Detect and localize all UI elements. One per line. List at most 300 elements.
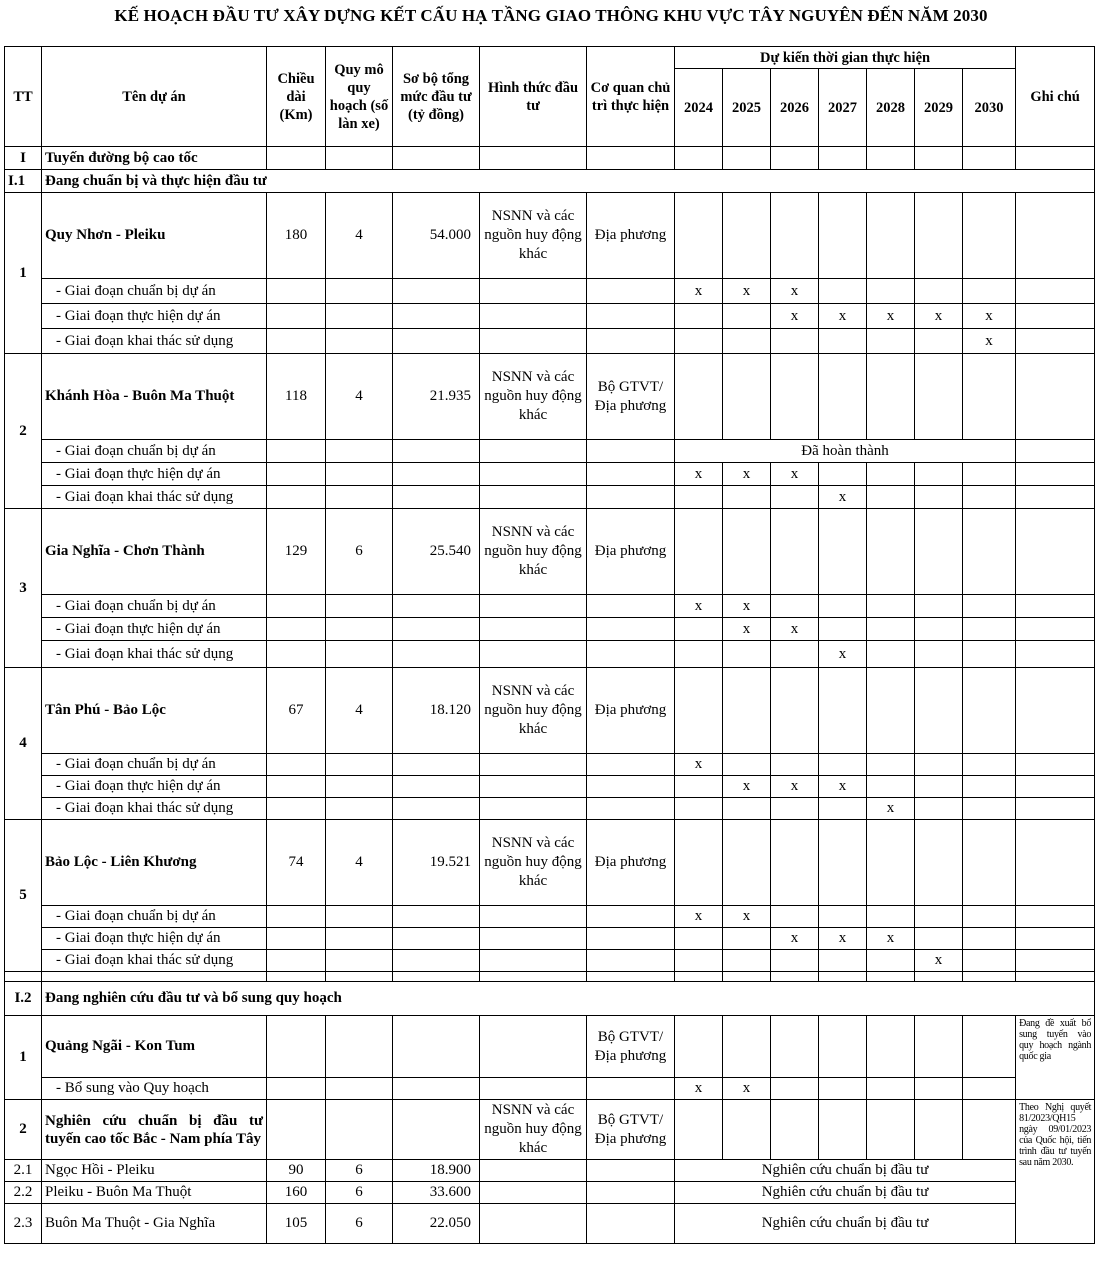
page-title: KẾ HOẠCH ĐẦU TƯ XÂY DỰNG KẾT CẤU HẠ TẦNG GIAO THÔNG KHU VỰC TÂY NGUYÊN ĐẾN NĂM 2030 [114, 6, 988, 25]
empty-cell [326, 440, 393, 463]
project-funding: NSNN và các nguồn huy động khác [480, 354, 587, 440]
year-mark-cell: x [915, 304, 963, 329]
project-length: 160 [267, 1182, 326, 1204]
empty-cell [675, 1016, 723, 1078]
table-row [5, 1204, 1095, 1244]
phase-label: - Giai đoạn khai thác sử dụng [42, 641, 267, 668]
project-number: 1 [5, 1016, 42, 1100]
phase-label: - Giai đoạn chuẩn bị dự án [42, 754, 267, 776]
empty-cell [587, 906, 675, 928]
table-row [5, 440, 1095, 463]
empty-cell [963, 354, 1016, 440]
empty-cell [723, 1016, 771, 1078]
empty-cell [1016, 754, 1095, 776]
project-lanes: 6 [326, 509, 393, 595]
header-year: 2028 [867, 69, 915, 147]
empty-cell [867, 972, 915, 982]
empty-cell [1016, 618, 1095, 641]
project-cost: 33.600 [393, 1182, 480, 1204]
year-mark-cell [915, 279, 963, 304]
phase-label: - Giai đoạn chuẩn bị dự án [42, 595, 267, 618]
empty-cell [915, 147, 963, 170]
year-mark-cell: x [675, 595, 723, 618]
empty-cell [1016, 354, 1095, 440]
empty-cell [587, 928, 675, 950]
table-row [5, 509, 1095, 595]
table-row [5, 668, 1095, 754]
empty-cell [480, 304, 587, 329]
table-row [5, 193, 1095, 279]
empty-cell [963, 147, 1016, 170]
project-cost: 54.000 [393, 193, 480, 279]
project-cost: 18.900 [393, 1160, 480, 1182]
year-mark-cell: x [867, 304, 915, 329]
empty-cell [587, 440, 675, 463]
project-length: 105 [267, 1204, 326, 1244]
empty-cell [723, 509, 771, 595]
phase-label: - Giai đoạn thực hiện dự án [42, 776, 267, 798]
year-mark-cell [915, 928, 963, 950]
empty-cell [326, 776, 393, 798]
empty-cell [771, 1100, 819, 1160]
empty-cell [326, 486, 393, 509]
year-mark-cell [915, 463, 963, 486]
empty-cell [1016, 950, 1095, 972]
table-row [5, 304, 1095, 329]
project-agency: Bộ GTVT/Địa phương [587, 354, 675, 440]
table-row [5, 170, 1095, 193]
project-name: Gia Nghĩa - Chơn Thành [42, 509, 267, 595]
empty-cell [819, 147, 867, 170]
empty-cell [393, 906, 480, 928]
project-lanes: 4 [326, 193, 393, 279]
empty-cell [326, 1078, 393, 1100]
empty-cell [819, 509, 867, 595]
empty-cell [867, 820, 915, 906]
empty-cell [393, 618, 480, 641]
empty-cell [326, 147, 393, 170]
year-mark-cell [771, 329, 819, 354]
empty-cell [326, 754, 393, 776]
empty-cell [915, 354, 963, 440]
year-mark-cell: x [963, 304, 1016, 329]
year-mark-cell: x [867, 798, 915, 820]
year-mark-cell: x [675, 1078, 723, 1100]
project-cost: 18.120 [393, 668, 480, 754]
year-mark-cell [963, 1078, 1016, 1100]
header-agency: Cơ quan chủ trì thực hiện [587, 47, 675, 147]
empty-cell [963, 509, 1016, 595]
header-year: 2025 [723, 69, 771, 147]
empty-cell [723, 354, 771, 440]
project-length: 180 [267, 193, 326, 279]
note-text: Theo Nghị quyết 81/2023/QH15 ngày 09/01/2023 của Quốc hội, tiến trình đầu tư tuyến sau năm 2030. [1016, 1100, 1095, 1244]
year-mark-cell: x [963, 329, 1016, 354]
table-row [5, 1016, 1095, 1078]
phase-label: - Giai đoạn thực hiện dự án [42, 463, 267, 486]
project-cost: 19.521 [393, 820, 480, 906]
empty-cell [267, 1016, 326, 1078]
project-name: Bảo Lộc - Liên Khương [42, 820, 267, 906]
empty-cell [675, 820, 723, 906]
year-mark-cell [771, 754, 819, 776]
year-mark-cell: x [723, 595, 771, 618]
empty-cell [393, 486, 480, 509]
empty-cell [393, 595, 480, 618]
empty-cell [267, 972, 326, 982]
year-mark-cell [819, 1078, 867, 1100]
year-mark-cell [963, 798, 1016, 820]
subproject-number: 2.1 [5, 1160, 42, 1182]
empty-cell [587, 1182, 675, 1204]
project-cost: 25.540 [393, 509, 480, 595]
project-agency: Địa phương [587, 820, 675, 906]
project-cost: 21.935 [393, 354, 480, 440]
year-mark-cell [963, 595, 1016, 618]
project-agency: Địa phương [587, 668, 675, 754]
table-row [5, 463, 1095, 486]
project-name: Khánh Hòa - Buôn Ma Thuột [42, 354, 267, 440]
year-mark-cell [675, 304, 723, 329]
table-body [5, 147, 1095, 1244]
empty-cell [1016, 798, 1095, 820]
empty-cell [963, 668, 1016, 754]
project-lanes: 6 [326, 1160, 393, 1182]
empty-cell [1016, 486, 1095, 509]
section-name: Tuyến đường bộ cao tốc [42, 147, 267, 170]
empty-cell [480, 754, 587, 776]
empty-cell [819, 1016, 867, 1078]
year-mark-cell [771, 1078, 819, 1100]
year-mark-cell [819, 463, 867, 486]
year-mark-cell [675, 776, 723, 798]
project-agency: Bộ GTVT/Địa phương [587, 1016, 675, 1078]
empty-cell [267, 486, 326, 509]
table-row [5, 147, 1095, 170]
empty-cell [480, 486, 587, 509]
empty-cell [867, 1100, 915, 1160]
empty-cell [267, 1078, 326, 1100]
year-mark-cell: x [819, 486, 867, 509]
empty-cell [587, 754, 675, 776]
empty-cell [393, 279, 480, 304]
empty-cell [867, 193, 915, 279]
year-mark-cell [771, 798, 819, 820]
subproject-name: Pleiku - Buôn Ma Thuột [42, 1182, 267, 1204]
table-row [5, 928, 1095, 950]
empty-cell [393, 1100, 480, 1160]
project-name: Tân Phú - Bảo Lộc [42, 668, 267, 754]
table-row [5, 1078, 1095, 1100]
section-name: Đang chuẩn bị và thực hiện đầu tư [42, 170, 1095, 193]
empty-cell [587, 798, 675, 820]
investment-plan-table [4, 46, 1095, 1244]
header-year: 2029 [915, 69, 963, 147]
empty-cell [915, 668, 963, 754]
header-year: 2027 [819, 69, 867, 147]
year-mark-cell [771, 641, 819, 668]
empty-cell [267, 279, 326, 304]
note-text: Đang đề xuất bổ sung tuyến vào quy hoạch ngành quốc gia [1016, 1016, 1095, 1100]
project-funding: NSNN và các nguồn huy động khác [480, 509, 587, 595]
empty-cell [267, 618, 326, 641]
empty-cell [915, 972, 963, 982]
header-year: 2030 [963, 69, 1016, 147]
empty-cell [963, 193, 1016, 279]
phase-label: - Giai đoạn khai thác sử dụng [42, 486, 267, 509]
year-mark-cell: x [723, 776, 771, 798]
year-mark-cell [867, 595, 915, 618]
empty-cell [480, 1160, 587, 1182]
empty-cell [1016, 329, 1095, 354]
empty-cell [480, 641, 587, 668]
year-mark-cell [723, 928, 771, 950]
project-length: 129 [267, 509, 326, 595]
phase-label: - Giai đoạn thực hiện dự án [42, 928, 267, 950]
empty-cell [771, 147, 819, 170]
year-mark-cell [867, 950, 915, 972]
year-mark-cell [915, 618, 963, 641]
empty-cell [587, 147, 675, 170]
project-funding: NSNN và các nguồn huy động khác [480, 1100, 587, 1160]
table-row [5, 950, 1095, 972]
empty-cell [915, 1016, 963, 1078]
year-mark-cell [963, 754, 1016, 776]
empty-cell [723, 972, 771, 982]
header-lanes: Quy mô quy hoạch (số làn xe) [326, 47, 393, 147]
year-mark-cell [819, 798, 867, 820]
year-mark-cell: x [819, 304, 867, 329]
empty-cell [267, 463, 326, 486]
year-mark-cell [723, 304, 771, 329]
empty-cell [267, 928, 326, 950]
project-name: Quảng Ngãi - Kon Tum [42, 1016, 267, 1078]
project-cost: 22.050 [393, 1204, 480, 1244]
year-mark-cell [819, 618, 867, 641]
empty-cell [675, 354, 723, 440]
year-mark-cell: x [723, 279, 771, 304]
year-mark-cell [675, 798, 723, 820]
year-mark-cell [723, 486, 771, 509]
empty-cell [393, 147, 480, 170]
empty-cell [393, 928, 480, 950]
empty-cell [963, 820, 1016, 906]
table-row [5, 1100, 1095, 1160]
empty-cell [867, 509, 915, 595]
empty-cell [326, 463, 393, 486]
year-mark-cell [915, 906, 963, 928]
table-row [5, 776, 1095, 798]
empty-cell [1016, 509, 1095, 595]
empty-cell [326, 1100, 393, 1160]
empty-cell [480, 1182, 587, 1204]
empty-cell [1016, 972, 1095, 982]
empty-cell [587, 1078, 675, 1100]
project-length: 90 [267, 1160, 326, 1182]
empty-cell [587, 618, 675, 641]
year-mark-cell [771, 595, 819, 618]
project-length: 67 [267, 668, 326, 754]
project-name: Quy Nhơn - Pleiku [42, 193, 267, 279]
year-mark-cell [819, 906, 867, 928]
empty-cell [267, 304, 326, 329]
empty-cell [587, 1160, 675, 1182]
empty-cell [915, 193, 963, 279]
year-mark-cell: x [771, 304, 819, 329]
year-mark-cell [723, 329, 771, 354]
year-mark-cell [915, 595, 963, 618]
year-mark-cell: x [771, 776, 819, 798]
empty-cell [480, 595, 587, 618]
empty-cell [42, 972, 267, 982]
empty-cell [587, 486, 675, 509]
empty-cell [771, 509, 819, 595]
empty-cell [267, 906, 326, 928]
empty-cell [1016, 906, 1095, 928]
empty-cell [867, 354, 915, 440]
year-mark-cell: x [675, 906, 723, 928]
project-lanes: 4 [326, 354, 393, 440]
phase-label: - Giai đoạn thực hiện dự án [42, 304, 267, 329]
year-mark-cell: x [771, 928, 819, 950]
phase-label: - Giai đoạn khai thác sử dụng [42, 329, 267, 354]
table-row [5, 972, 1095, 982]
empty-cell [819, 193, 867, 279]
subproject-name: Ngọc Hồi - Pleiku [42, 1160, 267, 1182]
year-mark-cell [867, 329, 915, 354]
phase-label: - Giai đoạn chuẩn bị dự án [42, 440, 267, 463]
table-row [5, 1160, 1095, 1182]
empty-cell [771, 668, 819, 754]
empty-cell [1016, 193, 1095, 279]
year-mark-cell [963, 906, 1016, 928]
year-mark-cell [675, 618, 723, 641]
empty-cell [723, 193, 771, 279]
table-row [5, 486, 1095, 509]
empty-cell [480, 1016, 587, 1078]
empty-cell [963, 972, 1016, 982]
empty-cell [1016, 440, 1095, 463]
header-project-name: Tên dự án [42, 47, 267, 147]
year-mark-cell [867, 279, 915, 304]
empty-cell [393, 1078, 480, 1100]
empty-cell [480, 928, 587, 950]
year-mark-cell [819, 950, 867, 972]
empty-cell [480, 1204, 587, 1244]
header-cost: Sơ bộ tổng mức đầu tư (tỷ đồng) [393, 47, 480, 147]
empty-cell [326, 1016, 393, 1078]
empty-cell [326, 329, 393, 354]
empty-cell [819, 668, 867, 754]
year-mark-cell: x [723, 618, 771, 641]
year-mark-cell: x [819, 928, 867, 950]
project-number: 2 [5, 1100, 42, 1160]
empty-cell [326, 641, 393, 668]
empty-cell [480, 440, 587, 463]
table-row [5, 618, 1095, 641]
year-mark-cell [771, 486, 819, 509]
table-row [5, 1182, 1095, 1204]
year-mark-cell [963, 950, 1016, 972]
empty-cell [480, 798, 587, 820]
project-agency: Địa phương [587, 193, 675, 279]
empty-cell [587, 776, 675, 798]
empty-cell [267, 595, 326, 618]
empty-cell [393, 950, 480, 972]
empty-cell [267, 754, 326, 776]
empty-cell [480, 147, 587, 170]
empty-cell [393, 440, 480, 463]
section-number: I.1 [5, 170, 42, 193]
empty-cell [267, 329, 326, 354]
empty-cell [675, 193, 723, 279]
empty-cell [393, 776, 480, 798]
table-row [5, 595, 1095, 618]
year-mark-cell [867, 618, 915, 641]
year-mark-cell: x [723, 1078, 771, 1100]
empty-cell [771, 1016, 819, 1078]
empty-cell [1016, 820, 1095, 906]
table-row [5, 354, 1095, 440]
year-mark-cell [675, 950, 723, 972]
project-number: 5 [5, 820, 42, 972]
empty-cell [267, 776, 326, 798]
subproject-name: Buôn Ma Thuột - Gia Nghĩa [42, 1204, 267, 1244]
phase-label: - Giai đoạn thực hiện dự án [42, 618, 267, 641]
phase-label: - Bổ sung vào Quy hoạch [42, 1078, 267, 1100]
year-mark-cell [867, 1078, 915, 1100]
year-mark-cell [723, 641, 771, 668]
section-number: I.2 [5, 982, 42, 1016]
empty-cell [1016, 595, 1095, 618]
empty-cell [1016, 668, 1095, 754]
empty-cell [393, 463, 480, 486]
empty-cell [1016, 928, 1095, 950]
empty-cell [393, 798, 480, 820]
year-mark-cell [963, 486, 1016, 509]
empty-cell [267, 440, 326, 463]
year-mark-cell [963, 776, 1016, 798]
empty-cell [819, 972, 867, 982]
subproject-status: Nghiên cứu chuẩn bị đầu tư [675, 1204, 1016, 1244]
empty-cell [771, 820, 819, 906]
year-mark-cell [867, 754, 915, 776]
project-lanes: 4 [326, 820, 393, 906]
empty-cell [587, 1204, 675, 1244]
year-mark-cell: x [723, 906, 771, 928]
empty-cell [326, 906, 393, 928]
year-mark-cell [915, 1078, 963, 1100]
project-funding: NSNN và các nguồn huy động khác [480, 668, 587, 754]
header-funding: Hình thức đầu tư [480, 47, 587, 147]
table-row [5, 641, 1095, 668]
table-row [5, 754, 1095, 776]
empty-cell [267, 641, 326, 668]
empty-cell [393, 1016, 480, 1078]
empty-cell [393, 329, 480, 354]
project-number: 4 [5, 668, 42, 820]
empty-cell [587, 950, 675, 972]
empty-cell [480, 329, 587, 354]
year-mark-cell: x [723, 463, 771, 486]
year-mark-cell [723, 798, 771, 820]
year-mark-cell [675, 329, 723, 354]
empty-cell [326, 950, 393, 972]
year-mark-cell: x [675, 754, 723, 776]
empty-cell [393, 754, 480, 776]
project-agency: Bộ GTVT/Địa phương [587, 1100, 675, 1160]
empty-cell [819, 354, 867, 440]
